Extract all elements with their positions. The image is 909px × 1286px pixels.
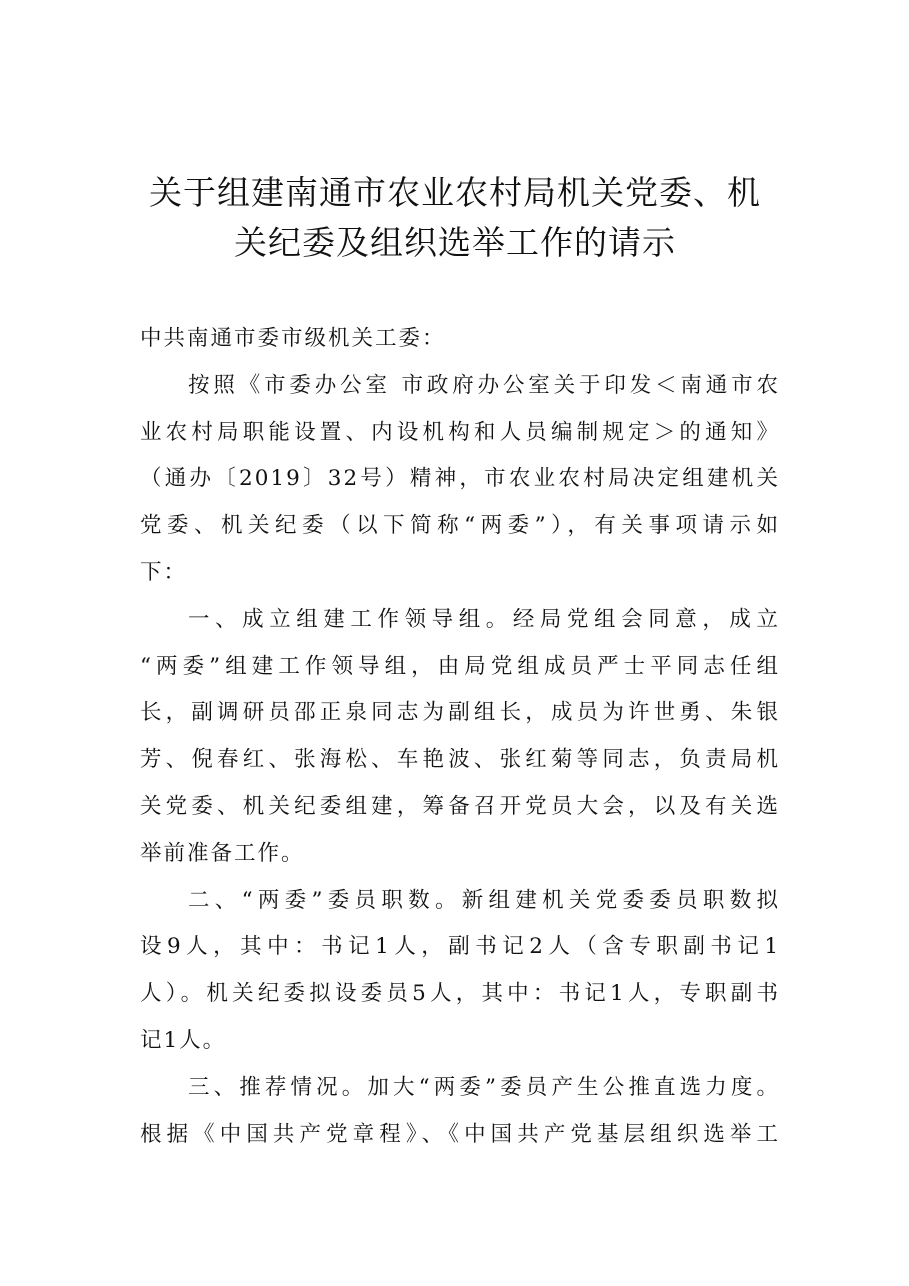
paragraph-line: 芳、倪春红、张海松、车艳波、张红菊等同志，负责局机 bbox=[140, 747, 780, 773]
paragraph-line: 二、“两委”委员职数。新组建机关党委委员职数拟 bbox=[188, 887, 780, 913]
paragraph-line: （通办〔2019〕32号）精神，市农业农村局决定组建机关 bbox=[140, 466, 780, 492]
paragraph-line: 人）。机关纪委拟设委员5人，其中：书记1人，专职副书 bbox=[140, 981, 780, 1007]
paragraph-line: 按照《市委办公室 市政府办公室关于印发＜南通市农 bbox=[188, 372, 780, 398]
document-title bbox=[110, 168, 800, 268]
paragraph-line: 举前准备工作。 bbox=[140, 840, 305, 866]
paragraph-line: 关党委、机关纪委组建，筹备召开党员大会，以及有关选 bbox=[140, 793, 780, 819]
paragraph-line: 三、推荐情况。加大“两委”委员产生公推直选力度。 bbox=[188, 1074, 780, 1100]
paragraph-line: “两委”组建工作领导组，由局党组成员严士平同志任组 bbox=[140, 653, 780, 679]
document-body bbox=[140, 316, 780, 1158]
paragraph-line: 长，副调研员邵正泉同志为副组长，成员为许世勇、朱银 bbox=[140, 700, 780, 726]
paragraph-line: 党委、机关纪委（以下简称“两委”），有关事项请示如 bbox=[140, 513, 780, 539]
paragraph-line: 一、成立组建工作领导组。经局党组会同意，成立 bbox=[188, 606, 780, 632]
paragraph-line: 记1人。 bbox=[140, 1027, 227, 1053]
paragraph-line: 业农村局职能设置、内设机构和人员编制规定＞的通知》 bbox=[140, 419, 780, 445]
paragraph-line: 设9人，其中：书记1人，副书记2人（含专职副书记1 bbox=[140, 934, 780, 960]
paragraph-line: 根据《中国共产党章程》、《中国共产党基层组织选举工 bbox=[140, 1121, 780, 1147]
title-line: 关于组建南通市农业农村局机关党委、机 bbox=[149, 173, 761, 212]
addressee: 中共南通市委市级机关工委： bbox=[140, 326, 446, 351]
title-line: 关纪委及组织选举工作的请示 bbox=[234, 223, 676, 262]
paragraph-line: 下： bbox=[140, 559, 188, 585]
